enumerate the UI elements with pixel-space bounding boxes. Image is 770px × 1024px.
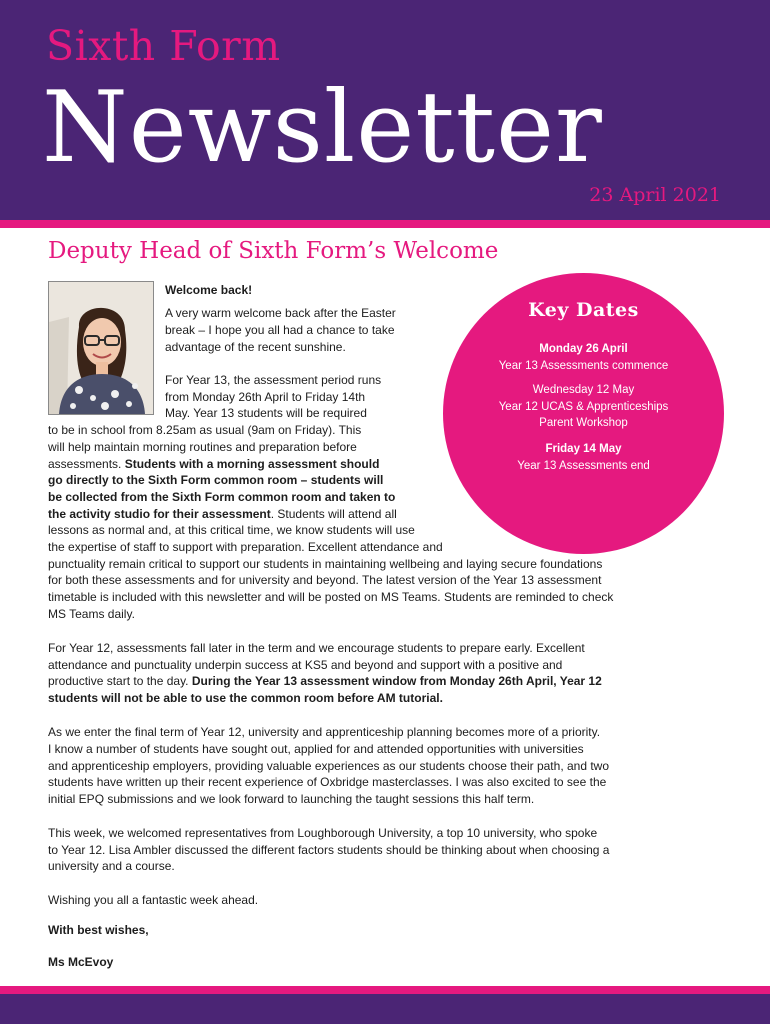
article-line: For Year 13, the assessment period runs bbox=[165, 373, 382, 387]
article-line: be collected from the Sixth Form common room and taken to bbox=[48, 490, 396, 504]
header-divider bbox=[0, 220, 770, 228]
closing: With best wishes, bbox=[48, 923, 149, 937]
issue-date: 23 April 2021 bbox=[589, 184, 721, 206]
article-line: the expertise of staff to support with preparation. Excellent attendance and bbox=[48, 540, 443, 554]
key-date-date: Wednesday 12 May bbox=[532, 384, 635, 396]
article-line: A very warm welcome back after the Easter bbox=[165, 306, 396, 320]
article-line: the activity studio for their assessment. Students will attend all bbox=[48, 507, 397, 521]
article-line: university and a course. bbox=[48, 859, 175, 873]
article-line: for both these assessments and for university and beyond. The latest version of the Year 13 assessment bbox=[48, 573, 602, 587]
key-date-date: Monday 26 April bbox=[539, 343, 628, 355]
newsletter-title: Newsletter bbox=[42, 71, 603, 185]
article-line: from Monday 26th April to Friday 14th bbox=[165, 390, 366, 404]
article-line: MS Teams daily. bbox=[48, 607, 135, 621]
key-dates-title: Key Dates bbox=[528, 299, 639, 321]
article-line: For Year 12, assessments fall later in the term and we encourage students to prepare early. Excellent bbox=[48, 641, 585, 655]
article-line: As we enter the final term of Year 12, university and apprenticeship planning becomes more of a priority. bbox=[48, 725, 601, 739]
article-line: punctuality remain critical to support our students in maintaining wellbeing and laying secure foundations bbox=[48, 557, 603, 571]
newsletter-footer bbox=[0, 994, 770, 1024]
article-line: I know a number of students have sought out, applied for and attended opportunities with universities bbox=[48, 742, 584, 756]
greeting: Welcome back! bbox=[165, 283, 253, 297]
key-date-detail: Year 13 Assessments end bbox=[517, 459, 650, 472]
key-date-detail: Year 13 Assessments commence bbox=[498, 359, 669, 372]
author-name: Ms McEvoy bbox=[48, 955, 114, 969]
article-line: May. Year 13 students will be required bbox=[165, 406, 367, 420]
article-line: lessons as normal and, at this critical time, we know students will use bbox=[48, 523, 415, 537]
article-line: This week, we welcomed representatives from Loughborough University, a top 10 university, who spoke bbox=[48, 826, 598, 840]
article-line: to Year 12. Lisa Ambler discussed the different factors students should be thinking about when choosing a bbox=[48, 843, 610, 857]
key-date-detail: Year 12 UCAS & Apprenticeships bbox=[498, 400, 669, 413]
sign-off: Wishing you all a fantastic week ahead. bbox=[48, 893, 259, 907]
key-date-detail: Parent Workshop bbox=[539, 417, 628, 429]
article-line: productive start to the day. During the Year 13 assessment window from Monday 26th April, Year 12 bbox=[48, 674, 602, 688]
key-date-date: Friday 14 May bbox=[545, 443, 622, 455]
footer-divider bbox=[0, 986, 770, 994]
article-line: attendance and punctuality underpin success at KS5 and beyond and support with a positive and bbox=[48, 658, 563, 672]
key-dates-panel bbox=[443, 273, 724, 554]
section-title: Deputy Head of Sixth Form’s Welcome bbox=[48, 238, 499, 264]
article-line: students have written up their recent experience of Oxbridge masterclasses. I was also excited to see the bbox=[48, 775, 607, 789]
article-line: will help maintain morning routines and preparation before bbox=[48, 440, 357, 454]
article-line: go directly to the Sixth Form common room – students will bbox=[48, 473, 384, 487]
article-line: initial EPQ submissions and we look forward to launching the taught sessions this half term. bbox=[48, 792, 535, 806]
newsletter-subtitle: Sixth Form bbox=[46, 22, 281, 70]
article-line: assessments. Students with a morning assessment should bbox=[48, 457, 380, 471]
staff-photo bbox=[48, 281, 154, 415]
article-line: and apprenticeship employers, providing valuable experiences as our students choose their path, and two bbox=[48, 759, 610, 773]
article-line: timetable is included with this newsletter and will be posted on MS Teams. Students are reminded to check bbox=[48, 590, 614, 604]
article-line: advantage of the recent sunshine. bbox=[165, 340, 346, 354]
article-line: students will not be able to use the common room before AM tutorial. bbox=[48, 691, 443, 705]
article-line: to be in school from 8.25am as usual (9am on Friday). This bbox=[48, 423, 362, 437]
key-date-item bbox=[443, 441, 724, 474]
key-date-item bbox=[443, 341, 724, 374]
key-date-item bbox=[443, 382, 724, 432]
article-line: break – I hope you all had a chance to take bbox=[165, 323, 395, 337]
